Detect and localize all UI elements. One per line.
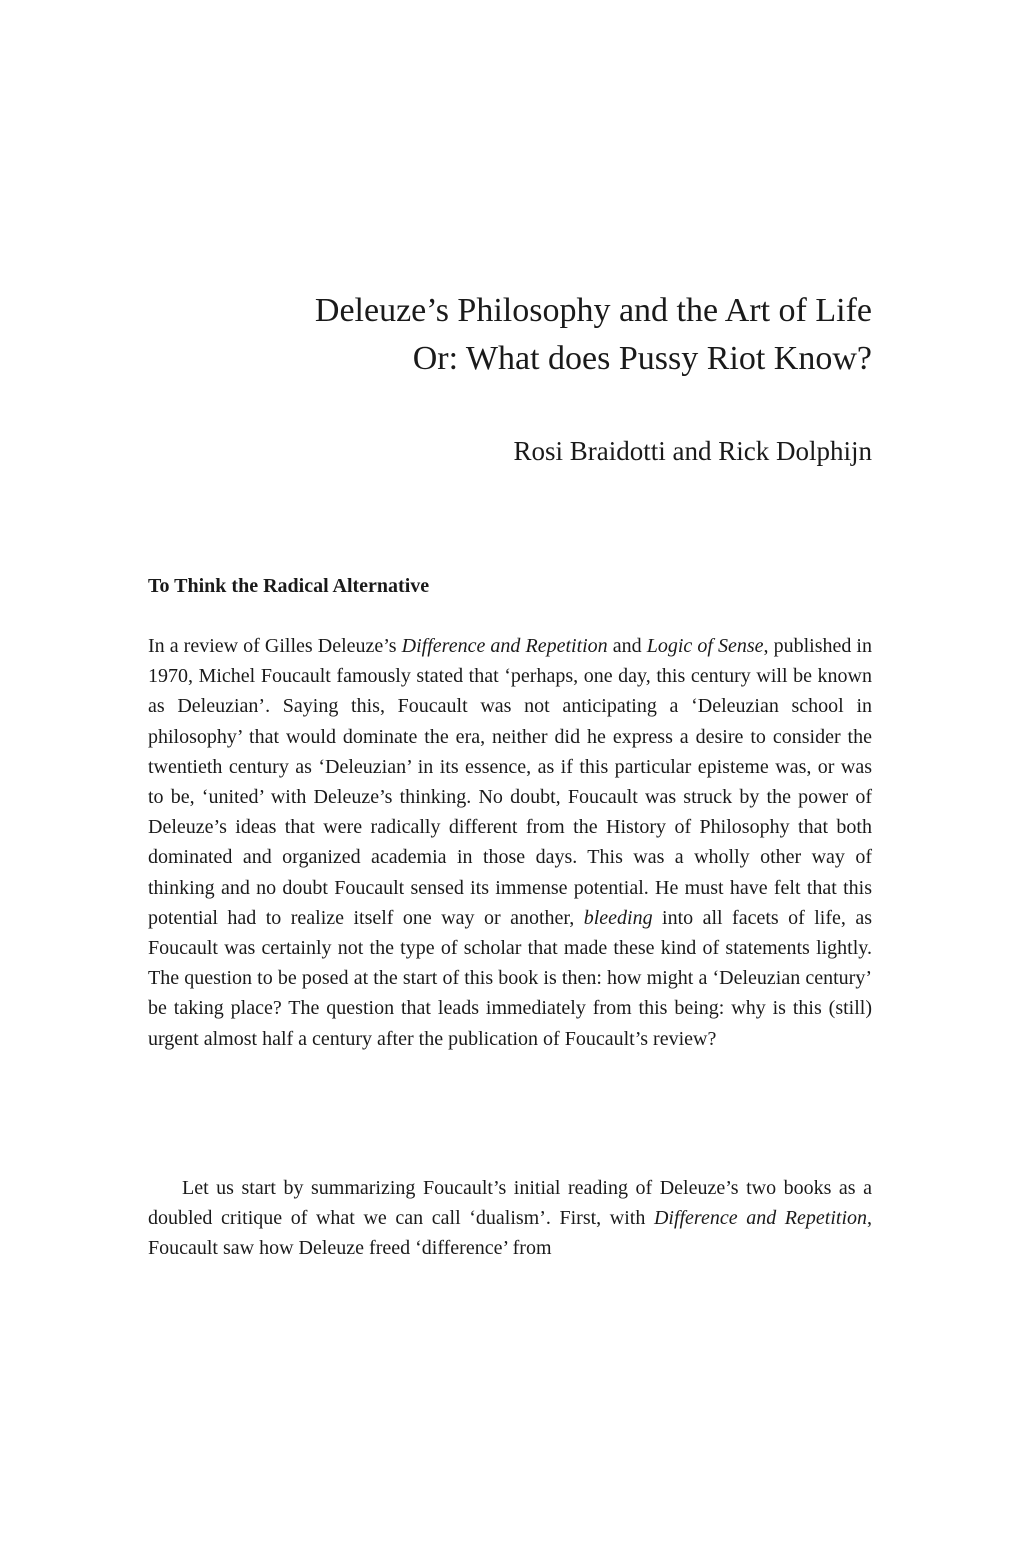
book-title-difference-and-repetition-2: Difference and Repetition: [653, 1207, 868, 1230]
title-line-1: Deleuze’s Philosophy and the Art of Life: [314, 292, 872, 329]
title-line-2: Or: What does Pussy Riot Know?: [412, 340, 872, 377]
paragraph-1-text-1: In a review of Gilles Deleuze’s: [148, 635, 402, 657]
paragraph-2-text-1: Let us start by summarizing Foucault’s initial reading of Deleuze’s two books as a doubled critique of what we can call ‘dualism’. First, with: [148, 1177, 872, 1230]
book-title-logic-of-sense: Logic of Sense: [646, 635, 764, 657]
paragraph-1-text-3: , published in 1970, Michel Foucault famously stated that ‘perhaps, one day, this century will be known as Deleuzian’. Saying this, Foucault was not anticipating a ‘Deleuzian school in philosophy’ that would dominate the era, neither did he express a desire to consider the twentieth century as ‘Deleuzian’ in its essence, as if this particular episteme was, or was to be, ‘united’ with Deleuze’s thinking. No doubt, Foucault was struck by the power of Deleuze’s ideas that were radically different from the History of Philosophy that both dominated and organized academia in those days. This was a wholly other way of thinking and no doubt Foucault sensed its immense potential. He must have felt that this potential had to realize itself one way or another,: [148, 635, 872, 929]
paragraph-1-text-4: into all facets of life, as Foucault was certainly not the type of scholar that made these kind of statements lightly. The question to be posed at the start of this book is then: how might a ‘Deleuzian century’ be taking place? The question that leads immediately from this being: why is this (still) urgent almost half a century after the publication of Foucault’s review?: [148, 906, 872, 1050]
paragraph-2: [148, 1173, 872, 1264]
book-title-difference-and-repetition: Difference and Repetition: [401, 635, 608, 657]
emphasis-bleeding: bleeding: [583, 906, 653, 929]
section-heading: To Think the Radical Alternative: [148, 575, 430, 597]
paragraph-1: [148, 631, 872, 1054]
paragraph-2-text-2: , Foucault saw how Deleuze freed ‘difference’ from: [148, 1207, 873, 1260]
paragraph-1-text-2: and: [607, 635, 647, 657]
authors: Rosi Braidotti and Rick Dolphijn: [513, 436, 872, 466]
